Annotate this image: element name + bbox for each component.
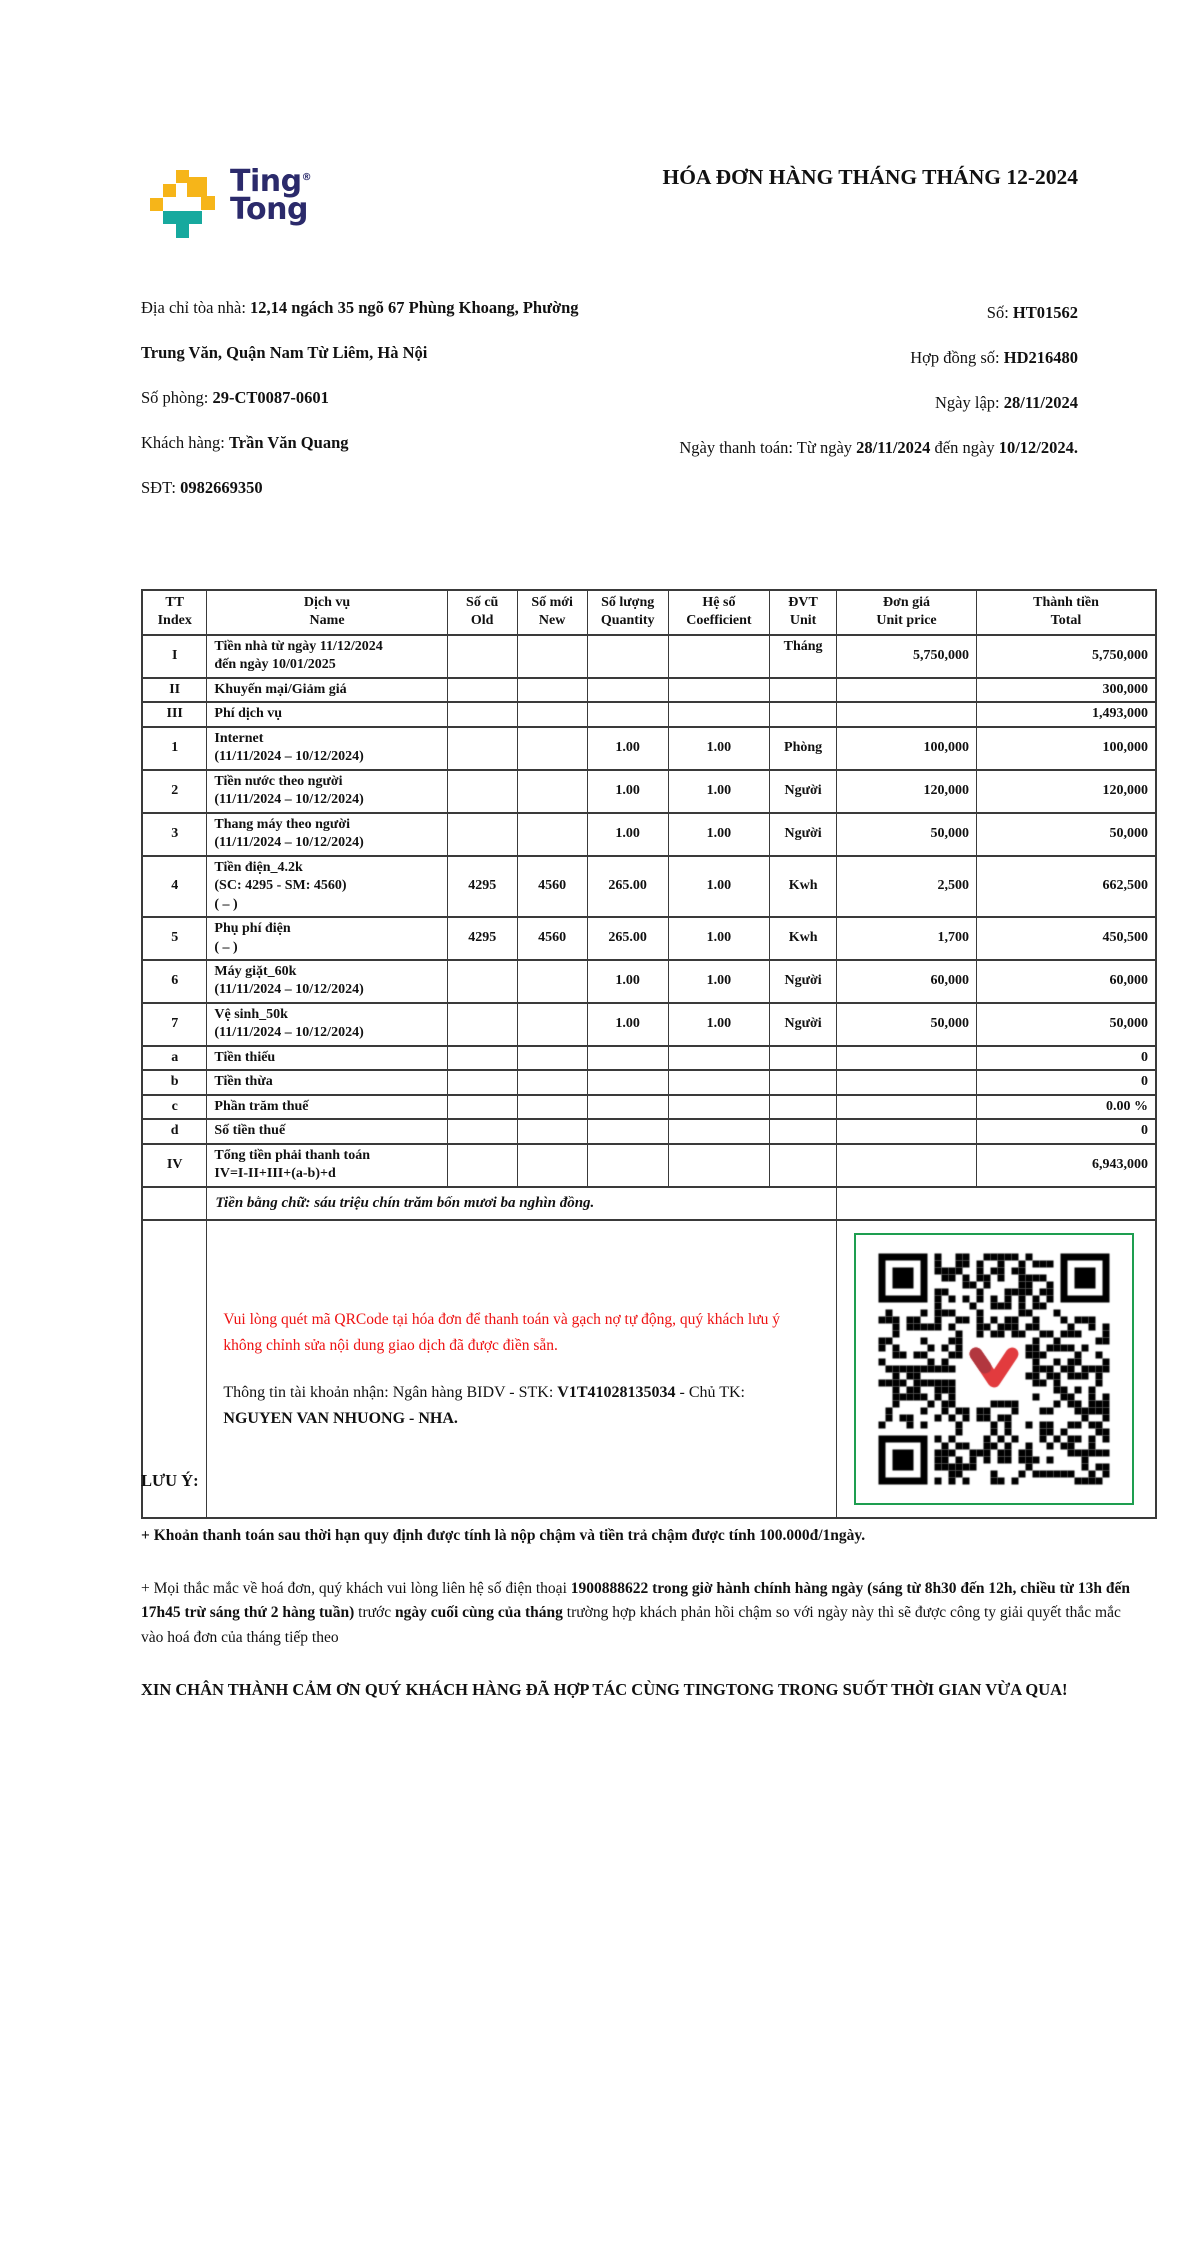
table-row	[142, 678, 1156, 702]
cell-unit: Người	[770, 1003, 837, 1046]
brand-pixel-art-icon	[150, 170, 216, 240]
registered-mark: ®	[301, 172, 312, 183]
cell-idx: 6	[142, 960, 207, 1003]
cell-unit	[770, 1046, 837, 1070]
cell-price: 50,000	[837, 813, 977, 856]
cell-old	[447, 1003, 517, 1046]
cell-price	[837, 1070, 977, 1094]
table-row	[142, 1119, 1156, 1143]
logo-pixel	[187, 177, 207, 197]
cell-qty	[587, 702, 668, 726]
cell-qty	[587, 1070, 668, 1094]
cell-total: 60,000	[976, 960, 1156, 1003]
table-row	[142, 813, 1156, 856]
cell-coef: 1.00	[668, 813, 769, 856]
cell-name: Khuyến mại/Giảm giá	[207, 678, 447, 702]
cell-new	[517, 1144, 587, 1187]
qr-code-box	[854, 1233, 1134, 1505]
amount-in-words-row	[142, 1187, 1156, 1221]
cell-name: Internet (11/11/2024 – 10/12/2024)	[207, 727, 447, 770]
cell-unit	[770, 702, 837, 726]
invoice-title: HÓA ĐƠN HÀNG THÁNG THÁNG 12-2024	[662, 165, 1078, 189]
cell-new: 4560	[517, 856, 587, 917]
contact-note: + Mọi thắc mắc về hoá đơn, quý khách vui lòng liên hệ số điện thoại 1900888622 trong giờ hành chính hàng ngày (sáng từ 8h30 đến 12h, chiều từ 13h đến 17h45 trừ sáng thứ 2 hàng tuần) trước ngày cuối cùng của tháng trường hợp khách phản hồi chậm so với ngày này thì sẽ được công ty giải quyết thắc mắc vào hoá đơn của tháng tiếp theo	[141, 1579, 1130, 1646]
cell-price: 50,000	[837, 1003, 977, 1046]
cell-old	[447, 1095, 517, 1119]
cell-new	[517, 813, 587, 856]
cell-new	[517, 1046, 587, 1070]
cell-new	[517, 678, 587, 702]
cell-qty: 1.00	[587, 1003, 668, 1046]
cell-name: Vệ sinh_50k (11/11/2024 – 10/12/2024)	[207, 1003, 447, 1046]
column-header: TT Index	[142, 590, 207, 635]
logo-pixel	[163, 184, 176, 197]
brand-name-line1: Ting	[230, 164, 302, 199]
table-row	[142, 917, 1156, 960]
cell-total: 6,943,000	[976, 1144, 1156, 1187]
cell-qty: 265.00	[587, 856, 668, 917]
cell-price	[837, 702, 977, 726]
cell-total: 0	[976, 1070, 1156, 1094]
cell-qty	[587, 1144, 668, 1187]
info-line: SĐT: 0982669350	[141, 478, 263, 497]
cell-name: Tổng tiền phải thanh toán IV=I-II+III+(a-b)+d	[207, 1144, 447, 1187]
amount-in-words-label: Tiền bằng chữ:	[215, 1194, 315, 1211]
cell-price	[837, 1046, 977, 1070]
cell-price: 60,000	[837, 960, 977, 1003]
cell-coef: 1.00	[668, 1003, 769, 1046]
info-line: Hợp đồng số: HD216480	[910, 348, 1078, 367]
column-header: Số cũ Old	[447, 590, 517, 635]
table-row	[142, 635, 1156, 678]
cell-idx: 2	[142, 770, 207, 813]
cell-coef: 1.00	[668, 917, 769, 960]
info-section	[141, 285, 1078, 510]
table-row	[142, 856, 1156, 917]
cell-qty: 1.00	[587, 770, 668, 813]
cell-coef	[668, 678, 769, 702]
table-row	[142, 1070, 1156, 1094]
info-left-column	[141, 285, 601, 510]
logo-pixel	[201, 196, 215, 210]
account-info: Thông tin tài khoản nhận: Ngân hàng BIDV - STK: V1T41028135034 - Chủ TK: NGUYEN VAN NHUONG - NHA.	[223, 1383, 745, 1427]
cell-old	[447, 1046, 517, 1070]
cell-idx: b	[142, 1070, 207, 1094]
cell-price	[837, 1144, 977, 1187]
amount-in-words-cell	[207, 1187, 837, 1221]
table-row	[142, 770, 1156, 813]
late-payment-note: + Khoản thanh toán sau thời hạn quy định được tính là nộp chậm và tiền trả chậm được tính 100.000đ/1ngày.	[141, 1527, 866, 1545]
cell-coef	[668, 1144, 769, 1187]
cell-name: Máy giặt_60k (11/11/2024 – 10/12/2024)	[207, 960, 447, 1003]
cell-idx: IV	[142, 1144, 207, 1187]
cell-idx: II	[142, 678, 207, 702]
cell-coef: 1.00	[668, 856, 769, 917]
cell-coef	[668, 702, 769, 726]
cell-total: 0	[976, 1046, 1156, 1070]
cell-new	[517, 1119, 587, 1143]
cell-old: 4295	[447, 856, 517, 917]
qr-code-icon	[875, 1250, 1113, 1488]
cell-coef	[668, 1070, 769, 1094]
cell-old	[447, 770, 517, 813]
table-row	[142, 702, 1156, 726]
column-header: Số lượng Quantity	[587, 590, 668, 635]
cell-total: 50,000	[976, 813, 1156, 856]
cell-total: 1,493,000	[976, 702, 1156, 726]
column-header: Thành tiền Total	[976, 590, 1156, 635]
cell-new	[517, 635, 587, 678]
info-line: Ngày thanh toán: Từ ngày 28/11/2024 đến ngày 10/12/2024.	[679, 438, 1078, 457]
table-body	[142, 635, 1156, 1187]
cell-price: 120,000	[837, 770, 977, 813]
cell-idx: 1	[142, 727, 207, 770]
table-row	[142, 1046, 1156, 1070]
cell-unit: Kwh	[770, 917, 837, 960]
info-line: Khách hàng: Trần Văn Quang	[141, 433, 349, 452]
brand-logo	[150, 164, 312, 240]
cell-old	[447, 960, 517, 1003]
cell-old	[447, 813, 517, 856]
table-row	[142, 1003, 1156, 1046]
cell-total: 300,000	[976, 678, 1156, 702]
cell-total: 120,000	[976, 770, 1156, 813]
cell-qty	[587, 678, 668, 702]
notes-section	[141, 1468, 1131, 1703]
cell-unit: Người	[770, 813, 837, 856]
cell-unit	[770, 1144, 837, 1187]
cell-coef: 1.00	[668, 770, 769, 813]
cell-qty	[587, 1046, 668, 1070]
brand-wordmark	[230, 164, 312, 227]
cell-name: Số tiền thuế	[207, 1119, 447, 1143]
cell-total: 662,500	[976, 856, 1156, 917]
cell-name: Phụ phí điện ( – )	[207, 917, 447, 960]
cell-name: Tiền điện_4.2k (SC: 4295 - SM: 4560) ( – )	[207, 856, 447, 917]
cell-new	[517, 960, 587, 1003]
cell-total: 50,000	[976, 1003, 1156, 1046]
cell-total: 0.00 %	[976, 1095, 1156, 1119]
table-row	[142, 1144, 1156, 1187]
charges-table	[141, 589, 1157, 1519]
amount-in-words-value: sáu triệu chín trăm bốn mươi ba nghìn đồng.	[314, 1194, 595, 1211]
cell-idx: III	[142, 702, 207, 726]
cell-name: Tiền nhà từ ngày 11/12/2024 đến ngày 10/01/2025	[207, 635, 447, 678]
cell-name: Thang máy theo người (11/11/2024 – 10/12/2024)	[207, 813, 447, 856]
column-header: Số mới New	[517, 590, 587, 635]
cell-unit: Người	[770, 960, 837, 1003]
cell-name: Tiền nước theo người (11/11/2024 – 10/12/2024)	[207, 770, 447, 813]
info-line: Ngày lập: 28/11/2024	[935, 393, 1078, 412]
cell-old: 4295	[447, 917, 517, 960]
cell-total: 450,500	[976, 917, 1156, 960]
cell-old	[447, 1119, 517, 1143]
cell-new	[517, 1003, 587, 1046]
cell-qty	[587, 635, 668, 678]
cell-unit: Tháng	[770, 635, 837, 678]
cell-idx: d	[142, 1119, 207, 1143]
spacer-cell	[142, 1187, 207, 1221]
info-right-column	[640, 285, 1078, 510]
cell-old	[447, 678, 517, 702]
cell-price	[837, 1095, 977, 1119]
cell-price: 5,750,000	[837, 635, 977, 678]
cell-idx: 4	[142, 856, 207, 917]
cell-total: 5,750,000	[976, 635, 1156, 678]
cell-coef	[668, 1046, 769, 1070]
cell-new	[517, 1095, 587, 1119]
cell-price	[837, 1119, 977, 1143]
cell-qty: 1.00	[587, 960, 668, 1003]
cell-old	[447, 1144, 517, 1187]
cell-old	[447, 635, 517, 678]
column-header: ĐVT Unit	[770, 590, 837, 635]
cell-qty: 1.00	[587, 727, 668, 770]
qr-instruction: Vui lòng quét mã QRCode tại hóa đơn để thanh toán và gạch nợ tự động, quý khách lưu ý không chỉnh sửa nội dung giao dịch đã được điền sẵn.	[223, 1311, 780, 1354]
cell-price: 1,700	[837, 917, 977, 960]
logo-pixel	[150, 198, 163, 211]
info-line: Số: HT01562	[986, 303, 1078, 322]
cell-idx: a	[142, 1046, 207, 1070]
cell-new: 4560	[517, 917, 587, 960]
cell-unit	[770, 1070, 837, 1094]
cell-name: Tiền thiếu	[207, 1046, 447, 1070]
column-header: Hệ số Coefficient	[668, 590, 769, 635]
cell-unit: Kwh	[770, 856, 837, 917]
cell-old	[447, 1070, 517, 1094]
cell-idx: 7	[142, 1003, 207, 1046]
table-row	[142, 1095, 1156, 1119]
cell-idx: I	[142, 635, 207, 678]
cell-coef	[668, 635, 769, 678]
cell-unit: Người	[770, 770, 837, 813]
cell-name: Phí dịch vụ	[207, 702, 447, 726]
cell-unit: Phòng	[770, 727, 837, 770]
column-header: Dịch vụ Name	[207, 590, 447, 635]
table-header-row	[142, 590, 1156, 635]
cell-price	[837, 678, 977, 702]
cell-new	[517, 727, 587, 770]
info-line: Số phòng: 29-CT0087-0601	[141, 388, 329, 407]
cell-coef: 1.00	[668, 727, 769, 770]
logo-pixel	[163, 211, 202, 224]
cell-old	[447, 702, 517, 726]
cell-unit	[770, 1119, 837, 1143]
thanks-note: XIN CHÂN THÀNH CẢM ƠN QUÝ KHÁCH HÀNG ĐÃ HỢP TÁC CÙNG TINGTONG TRONG SUỐT THỜI GIAN VỪA QUA!	[141, 1680, 1068, 1699]
brand-name-line2: Tong	[230, 191, 308, 227]
column-header: Đơn giá Unit price	[837, 590, 977, 635]
table-row	[142, 727, 1156, 770]
empty-cell	[837, 1187, 1156, 1221]
cell-name: Phần trăm thuế	[207, 1095, 447, 1119]
cell-idx: c	[142, 1095, 207, 1119]
cell-total: 100,000	[976, 727, 1156, 770]
cell-price: 100,000	[837, 727, 977, 770]
cell-qty: 265.00	[587, 917, 668, 960]
cell-new	[517, 1070, 587, 1094]
cell-coef	[668, 1095, 769, 1119]
logo-pixel	[176, 224, 189, 238]
notes-heading: LƯU Ý:	[141, 1471, 199, 1490]
cell-qty	[587, 1119, 668, 1143]
cell-unit	[770, 1095, 837, 1119]
info-line: Địa chỉ tòa nhà: 12,14 ngách 35 ngõ 67 Phùng Khoang, Phường Trung Văn, Quận Nam Từ Liêm, Hà Nội	[141, 298, 579, 362]
cell-total: 0	[976, 1119, 1156, 1143]
cell-unit	[770, 678, 837, 702]
cell-new	[517, 770, 587, 813]
cell-name: Tiền thừa	[207, 1070, 447, 1094]
cell-coef	[668, 1119, 769, 1143]
table-row	[142, 960, 1156, 1003]
cell-qty	[587, 1095, 668, 1119]
cell-price: 2,500	[837, 856, 977, 917]
cell-idx: 5	[142, 917, 207, 960]
cell-coef: 1.00	[668, 960, 769, 1003]
cell-old	[447, 727, 517, 770]
cell-new	[517, 702, 587, 726]
cell-idx: 3	[142, 813, 207, 856]
cell-qty: 1.00	[587, 813, 668, 856]
